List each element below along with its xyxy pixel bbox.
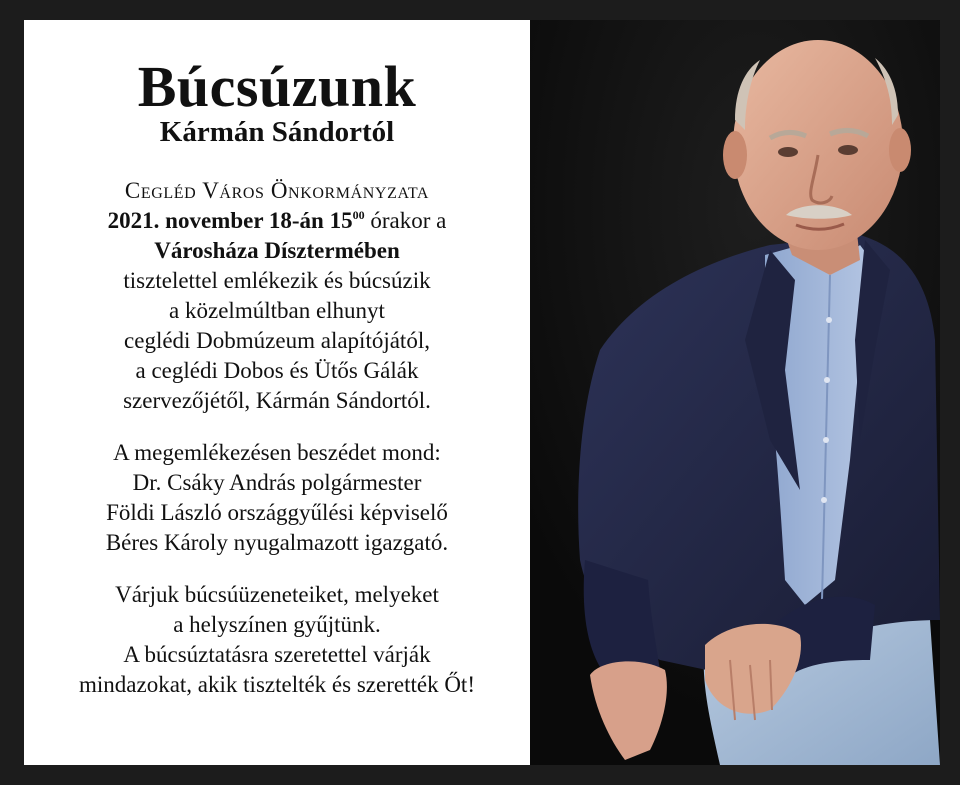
shirt-button — [824, 377, 830, 383]
notice-title: Búcsúzunk — [137, 54, 417, 119]
eye — [838, 145, 858, 155]
paragraph2-line: Dr. Csáky András polgármester — [132, 470, 422, 495]
paragraph1-line: a közelmúltban elhunyt — [169, 298, 385, 323]
paragraph3-line: A búcsúztatásra szeretettel várják — [123, 642, 431, 667]
portrait-illustration — [530, 20, 940, 765]
paragraph1-line: szervezőjétől, Kármán Sándortól. — [123, 388, 431, 413]
portrait-photo — [530, 20, 940, 765]
paragraph2-line: A megemlékezésen beszédet mond: — [113, 440, 441, 465]
notice-body — [24, 176, 530, 700]
paragraph3-line: Várjuk búcsúüzeneteiket, melyeket — [115, 582, 439, 607]
eye — [778, 147, 798, 157]
paragraph1-line: ceglédi Dobmúzeum alapítójától, — [124, 328, 430, 353]
shirt-button — [823, 437, 829, 443]
organizer: Cegléd Város Önkormányzata — [124, 178, 430, 203]
notice-subtitle: Kármán Sándortól — [159, 116, 395, 148]
shirt-button — [821, 497, 827, 503]
date-line — [24, 206, 530, 236]
date-text: 2021. november 18-án 15 — [107, 208, 353, 233]
paragraph-gap — [24, 416, 530, 438]
shirt-button — [826, 317, 832, 323]
ear — [889, 128, 911, 172]
paragraph2-line: Béres Károly nyugalmazott igazgató. — [105, 530, 449, 555]
paragraph-gap — [24, 558, 530, 580]
time-superscript: 00 — [352, 208, 365, 222]
paragraph1-line: tisztelettel emlékezik és búcsúzik — [123, 268, 431, 293]
paragraph3-line: a helyszínen gyűjtünk. — [173, 612, 381, 637]
ear — [723, 131, 747, 179]
text-panel — [24, 20, 530, 765]
paragraph3-line: mindazokat, akik tisztelték és szerették Őt! — [79, 672, 475, 697]
time-suffix: órakor a — [364, 208, 447, 233]
venue: Városháza Dísztermében — [154, 238, 400, 263]
paragraph2-line: Földi László országgyűlési képviselő — [106, 500, 448, 525]
paragraph1-line: a ceglédi Dobos és Ütős Gálák — [135, 358, 419, 383]
